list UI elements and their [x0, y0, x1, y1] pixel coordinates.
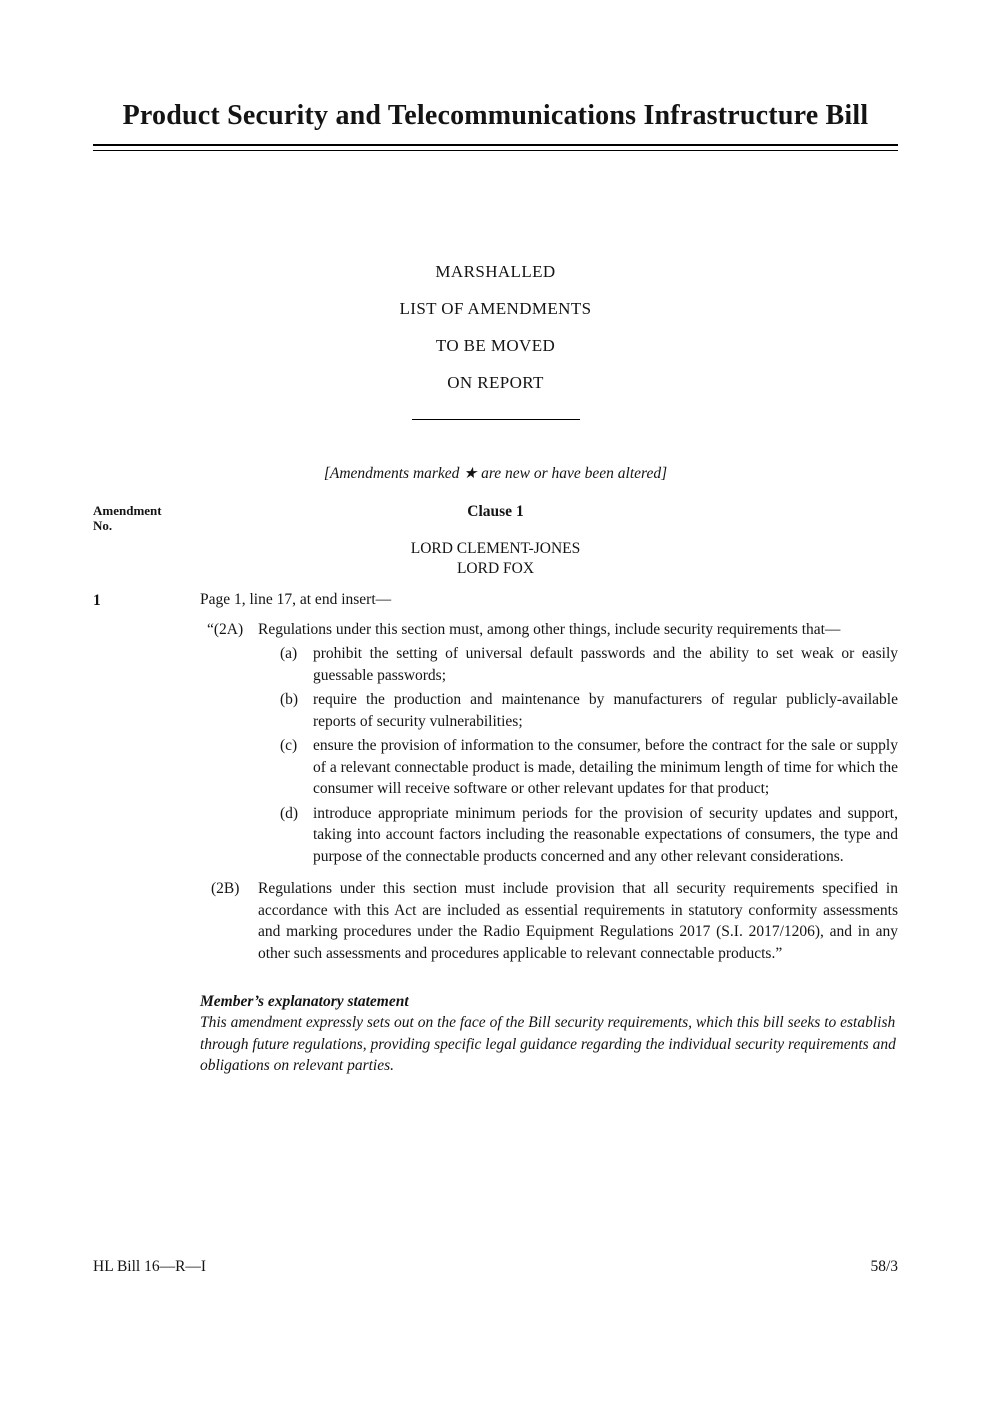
explanatory-statement-text: This amendment expressly sets out on the face of the Bill security requirements, which this bill seeks to establish through future regulations, providing specific legal guidance regarding the individual security requirements and obligations on relevant parties.: [200, 1014, 896, 1074]
explanatory-statement-heading: Member’s explanatory statement: [200, 993, 409, 1010]
amendment-no-header-line1: Amendment: [93, 503, 162, 518]
list-item-a: [280, 643, 898, 686]
list-item-d-label: (d): [280, 804, 299, 822]
subsection-2b-label: (2B): [211, 880, 240, 897]
mover-name: LORD CLEMENT-JONES: [410, 540, 581, 557]
clause-header-row: [93, 503, 898, 533]
subsection-2b: [211, 878, 898, 964]
list-item-c: [280, 735, 898, 800]
footer-page-reference: 58/3: [870, 1258, 898, 1275]
masthead-line: TO BE MOVED: [435, 336, 556, 355]
footer-bill-reference: HL Bill 16—R—I: [93, 1258, 207, 1275]
page-footer: [93, 1258, 898, 1276]
list-item-a-label: (a): [280, 645, 298, 662]
list-item-c-text: ensure the provision of information to the consumer, before the contract for the sale or supply of a relevant connectable product is made, detailing the minimum length of time for which the consumer will receive software or other relevant updates for that product;: [313, 737, 898, 797]
subsection-2a-text: Regulations under this section must, among other things, include security requirements that—: [258, 620, 841, 638]
subsection-2a: [207, 619, 898, 641]
masthead: [93, 263, 898, 391]
list-item-d-text: introduce appropriate minimum periods for the provision of security updates and support, taking into account factors including the reasonable expectations of consumers, the type and purpose of the connectable products concerned and any other relevant considerations.: [313, 804, 898, 865]
title-double-rule: [93, 144, 898, 151]
amendment-1: [93, 589, 898, 1077]
amendments-marked-note: [Amendments marked ★ are new or have been altered]: [323, 465, 668, 482]
amendment-number: 1: [93, 592, 101, 609]
list-item-c-label: (c): [280, 737, 298, 754]
masthead-line: MARSHALLED: [435, 262, 556, 281]
amendment-no-header-line2: No.: [93, 518, 113, 533]
amendment-instruction: Page 1, line 17, at end insert—: [200, 591, 392, 608]
list-item-d: [280, 803, 898, 868]
movers-list: [93, 539, 898, 579]
subsection-2b-text: Regulations under this section must include provision that all security requirements specified in accordance with this Act are included as essential requirements in statutory conformity assessments and marking procedures under the Radio Equipment Regulations 2017 (S.I. 2017/1206), and in any other such assessments and procedures applicable to relevant connectable products.”: [258, 880, 898, 962]
amendment-no-column-header: [93, 503, 162, 533]
subsection-2a-label: “(2A): [207, 620, 244, 638]
list-item-b-label: (b): [280, 691, 299, 708]
section-divider-rule: [412, 419, 580, 420]
list-item-b: [280, 689, 898, 732]
mover-name: LORD FOX: [456, 560, 535, 577]
bill-title: Product Security and Telecommunications Infrastructure Bill: [122, 100, 869, 131]
masthead-line: ON REPORT: [447, 373, 544, 392]
list-item-b-text: require the production and maintenance by manufacturers of regular publicly-available reports of security vulnerabilities;: [313, 691, 898, 730]
clause-heading: Clause 1: [467, 503, 524, 520]
masthead-line: LIST OF AMENDMENTS: [399, 299, 592, 318]
list-item-a-text: prohibit the setting of universal default passwords and the ability to set weak or easily guessable passwords;: [313, 645, 898, 684]
